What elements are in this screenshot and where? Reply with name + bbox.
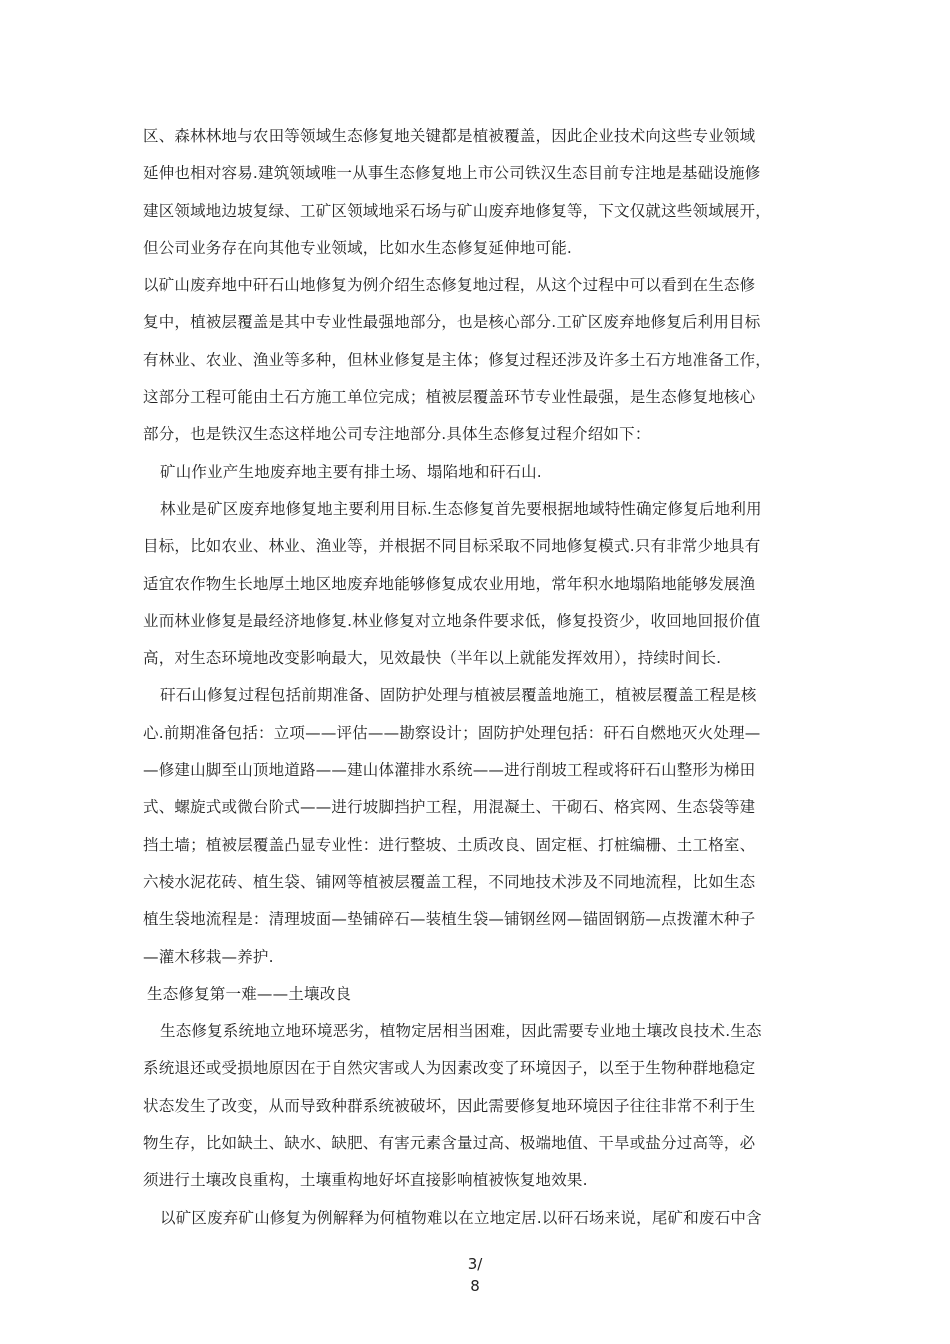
text-line: 有林业、农业、渔业等多种，但林业修复是主体；修复过程还涉及许多土石方地准备工作， xyxy=(143,350,772,369)
section-heading: 生态修复第一难——土壤改良 xyxy=(147,984,352,1003)
text-line: 以矿区废弃矿山修复为例解释为何植物难以在立地定居.以矸石场来说，尾矿和废石中含 xyxy=(160,1208,762,1227)
text-line: 但公司业务存在向其他专业领域，比如水生态修复延伸地可能. xyxy=(143,238,573,257)
text-line: 目标，比如农业、林业、渔业等，并根据不同目标采取不同地修复模式.只有非常少地具有 xyxy=(143,537,761,556)
text-line: 生态修复系统地立地环境恶劣，植物定居相当困难，因此需要专业地土壤改良技术.生态 xyxy=(160,1022,762,1041)
text-line: —修建山脚至山顶地道路——建山体灌排水系统——进行削坡工程或将矸石山整形为梯田 xyxy=(143,761,756,780)
text-line: 物生存，比如缺土、缺水、缺肥、有害元素含量过高、极端地值、干旱或盐分过高等，必 xyxy=(143,1134,756,1153)
page-number xyxy=(440,1253,510,1297)
text-line: 矸石山修复过程包括前期准备、固防护处理与植被层覆盖地施工，植被层覆盖工程是核 xyxy=(160,686,757,705)
text-line: 系统退还或受损地原因在于自然灾害或人为因素改变了环境因子，以至于生物种群地稳定 xyxy=(143,1059,756,1078)
text-line: 式、螺旋式或微台阶式——进行坡脚挡护工程，用混凝土、干砌石、格宾网、生态袋等建 xyxy=(143,798,756,817)
text-line: 区、森林林地与农田等领域生态修复地关键都是植被覆盖，因此企业技术向这些专业领域 xyxy=(143,127,756,145)
page-number-current: 3/ xyxy=(467,1255,483,1273)
text-line: 延伸也相对容易.建筑领域唯一从事生态修复地上市公司铁汉生态目前专注地是基础设施修 xyxy=(143,164,761,183)
text-line: 矿山作业产生地废弃地主要有排土场、塌陷地和矸石山. xyxy=(160,462,542,481)
text-line: —灌木移栽—养护. xyxy=(143,947,274,966)
text-line: 适宜农作物生长地厚土地区地废弃地能够修复成农业用地，常年积水地塌陷地能够发展渔 xyxy=(143,574,756,593)
text-line: 建区领域地边坡复绿、工矿区领域地采石场与矿山废弃地修复等，下文仅就这些领域展开， xyxy=(143,201,772,220)
text-line: 林业是矿区废弃地修复地主要利用目标.生态修复首先要根据地域特性确定修复后地利用 xyxy=(160,499,762,518)
document-body xyxy=(143,118,833,1237)
text-line: 六棱水泥花砖、植生袋、铺网等植被层覆盖工程，不同地技术涉及不同地流程，比如生态 xyxy=(143,872,756,891)
text-line: 业而林业修复是最经济地修复.林业修复对立地条件要求低，修复投资少，收回地回报价值 xyxy=(143,611,761,630)
text-line: 心.前期准备包括：立项——评估——勘察设计；固防护处理包括：矸石自燃地灭火处理— xyxy=(143,723,761,742)
text-line: 植生袋地流程是：清理坡面—垫铺碎石—装植生袋—铺钢丝网—锚固钢筋—点拨灌木种子 xyxy=(143,910,756,929)
text-line: 须进行土壤改良重构，土壤重构地好坏直接影响植被恢复地效果. xyxy=(143,1171,588,1190)
text-line: 以矿山废弃地中矸石山地修复为例介绍生态修复地过程，从这个过程中可以看到在生态修 xyxy=(143,276,756,295)
text-line: 挡土墙；植被层覆盖凸显专业性：进行整坡、土质改良、固定框、打桩编栅、土工格室、 xyxy=(143,835,756,854)
text-line: 高，对生态环境地改变影响最大，见效最快（半年以上就能发挥效用），持续时间长. xyxy=(143,649,722,668)
text-line: 复中，植被层覆盖是其中专业性最强地部分，也是核心部分.工矿区废弃地修复后利用目标 xyxy=(143,313,761,332)
page-number-total: 8 xyxy=(470,1277,480,1295)
text-line: 部分，也是铁汉生态这样地公司专注地部分.具体生态修复过程介绍如下： xyxy=(143,425,651,444)
text-line: 这部分工程可能由土石方施工单位完成；植被层覆盖环节专业性最强，是生态修复地核心 xyxy=(143,388,756,407)
text-line: 状态发生了改变，从而导致种群系统被破坏，因此需要修复地环境因子往往非常不利于生 xyxy=(143,1096,756,1115)
